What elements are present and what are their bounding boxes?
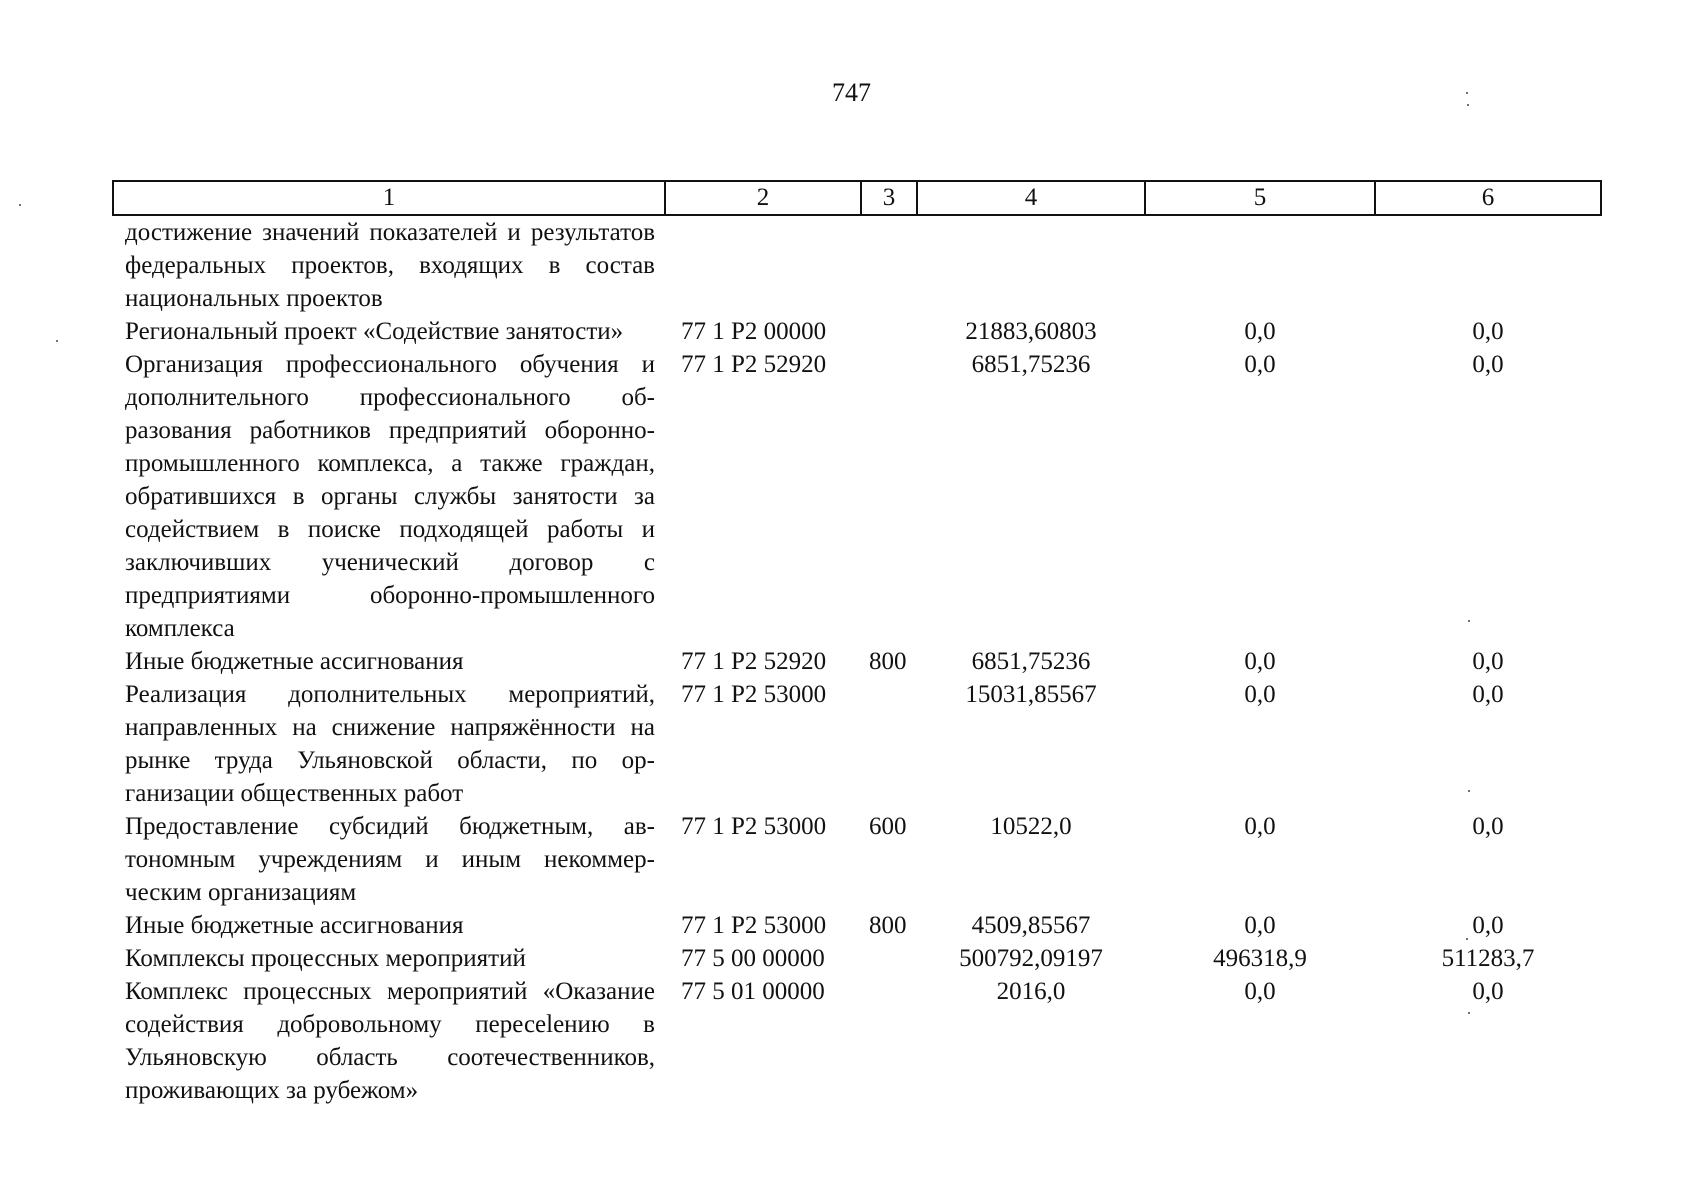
scan-speck xyxy=(1466,938,1468,940)
row-value-col6: 0,0 xyxy=(1472,813,1504,840)
row-code: 77 5 01 00000 xyxy=(681,978,825,1005)
scan-speck xyxy=(1468,790,1470,792)
row-value-col6: 0,0 xyxy=(1472,912,1504,939)
row-value-col6: 0,0 xyxy=(1472,681,1504,708)
row-name: достижение значений показателей и результатов федеральных проектов, входящих в состав национальных проектов xyxy=(125,219,655,312)
scan-speck xyxy=(1468,620,1470,622)
scan-speck xyxy=(1466,92,1468,94)
row-code xyxy=(665,215,861,315)
row-name: Региональный проект «Содействие занятости» xyxy=(125,318,624,345)
row-value-col6: 0,0 xyxy=(1472,318,1504,345)
table-row xyxy=(113,942,1601,975)
row-code: 77 1 Р2 00000 xyxy=(681,318,827,345)
table-header xyxy=(113,181,1601,215)
row-name: Комплексы процессных мероприятий xyxy=(125,945,526,972)
row-expense-type xyxy=(861,975,917,1107)
scan-speck xyxy=(56,340,58,342)
row-code: 77 1 Р2 52920 xyxy=(681,648,827,675)
column-header-1: 1 xyxy=(113,181,665,215)
row-name: Организация профессионального обучения и дополнительного профессионального образования работников предприятий оборонно-промышленного комплекса, а также граждан, обратившихся в органы службы занятости за содействием в поиске подходящей работы и заключивших ученический договор с предприятиями оборонно-промышленного комплекса xyxy=(125,351,655,642)
row-value-col5 xyxy=(1145,215,1375,315)
row-value-col5: 496318,9 xyxy=(1213,945,1307,972)
row-expense-type xyxy=(861,678,917,810)
table-body xyxy=(113,215,1601,1107)
column-header-2: 2 xyxy=(665,181,861,215)
scan-speck xyxy=(1468,1012,1470,1014)
row-value-col6: 0,0 xyxy=(1472,648,1504,675)
row-expense-type: 600 xyxy=(869,813,907,840)
row-value-col5: 0,0 xyxy=(1244,681,1276,708)
row-value-col6: 511283,7 xyxy=(1441,945,1535,972)
table-row xyxy=(113,215,1601,315)
row-name: Комплекс процессных мероприятий «Оказание содействия добровольному пересeleнию в Ульяновскую область соотечественников, проживающих за рубежом» xyxy=(125,978,655,1104)
row-value-col5: 0,0 xyxy=(1244,318,1276,345)
table-row xyxy=(113,975,1601,1107)
table-row xyxy=(113,315,1601,348)
row-expense-type xyxy=(861,315,917,348)
row-value-col4: 6851,75236 xyxy=(971,648,1091,675)
scan-speck xyxy=(1467,104,1469,106)
row-code: 77 5 00 00000 xyxy=(681,945,825,972)
row-value-col4 xyxy=(917,215,1145,315)
row-value-col4: 4509,85567 xyxy=(971,912,1091,939)
row-value-col5: 0,0 xyxy=(1244,351,1276,378)
page-number: 747 xyxy=(832,78,871,107)
row-value-col4: 15031,85567 xyxy=(965,681,1097,708)
row-code: 77 1 Р2 52920 xyxy=(681,351,827,378)
row-expense-type xyxy=(861,215,917,315)
scan-speck xyxy=(19,204,21,206)
row-value-col6 xyxy=(1375,215,1601,315)
row-value-col5: 0,0 xyxy=(1244,648,1276,675)
table-row xyxy=(113,348,1601,645)
row-name: Иные бюджетные ассигнования xyxy=(125,648,464,675)
row-name: Иные бюджетные ассигнования xyxy=(125,912,464,939)
row-value-col5: 0,0 xyxy=(1244,978,1276,1005)
row-expense-type: 800 xyxy=(869,648,907,675)
row-code: 77 1 Р2 53000 xyxy=(681,681,827,708)
column-header-5: 5 xyxy=(1145,181,1375,215)
row-value-col5: 0,0 xyxy=(1244,813,1276,840)
table-row xyxy=(113,645,1601,678)
row-value-col4: 500792,09197 xyxy=(959,945,1103,972)
table-row xyxy=(113,810,1601,909)
row-value-col6: 0,0 xyxy=(1472,978,1504,1005)
row-value-col4: 21883,60803 xyxy=(965,318,1097,345)
row-value-col4: 6851,75236 xyxy=(971,351,1091,378)
header-row xyxy=(113,181,1601,215)
table-row xyxy=(113,909,1601,942)
row-name: Реализация дополнительных мероприятий, направленных на снижение напряжённости на рынке труда Ульяновской области, по организации общественных работ xyxy=(125,681,655,807)
column-header-3: 3 xyxy=(861,181,917,215)
row-value-col6: 0,0 xyxy=(1472,351,1504,378)
table-row xyxy=(113,678,1601,810)
column-header-6: 6 xyxy=(1375,181,1601,215)
row-name: Предоставление субсидий бюджетным, автономным учреждениям и иным некоммерческим организациям xyxy=(125,813,655,906)
row-expense-type xyxy=(861,348,917,645)
row-expense-type xyxy=(861,942,917,975)
row-value-col4: 2016,0 xyxy=(996,978,1066,1005)
row-code: 77 1 Р2 53000 xyxy=(681,912,827,939)
row-expense-type: 800 xyxy=(869,912,907,939)
row-value-col4: 10522,0 xyxy=(990,813,1072,840)
budget-table xyxy=(112,180,1602,1107)
row-value-col5: 0,0 xyxy=(1244,912,1276,939)
column-header-4: 4 xyxy=(917,181,1145,215)
row-code: 77 1 Р2 53000 xyxy=(681,813,827,840)
